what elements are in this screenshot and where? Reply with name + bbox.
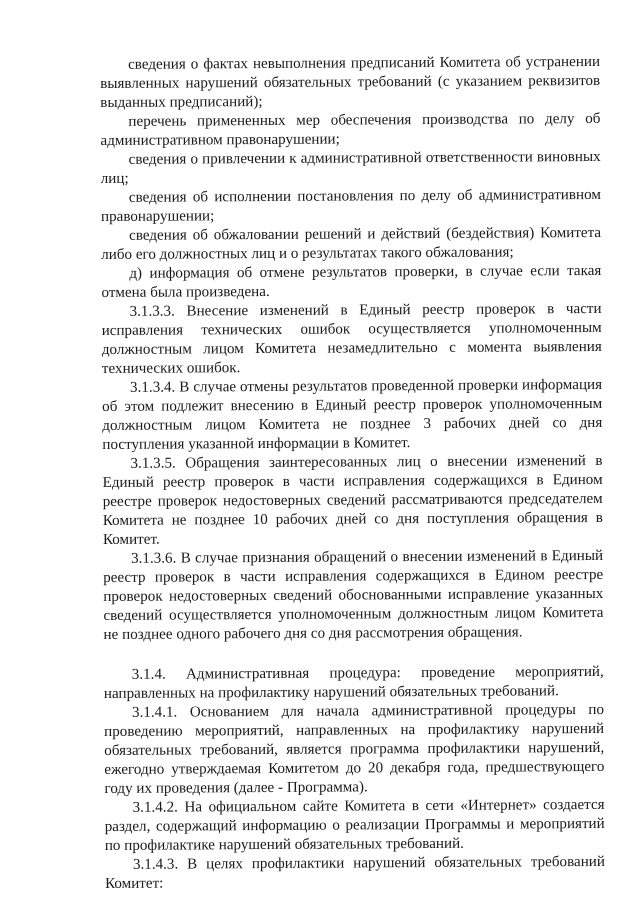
paragraph-3-1-4-3: 3.1.4.3. В целях профилактики нарушений обязательных требований Комитет: [105, 853, 605, 892]
paragraph-administrative-liability: сведения о привлечении к административной ответственности виновных лиц; [100, 148, 601, 187]
document-page [100, 53, 605, 894]
paragraph-enforcement-measures: перечень примененных мер обеспечения производства по делу об административном правонарушении; [100, 110, 601, 149]
paragraph-3-1-4-1: 3.1.4.1. Основанием для начала административной процедуры по проведению мероприятий, направленных на профилактику нарушений обязательных требований, является программа профилактики нарушений, ежегодно утверждаемая Комитетом до 20 декабря года, предшествующего году их проведения (далее - Программа). [104, 701, 605, 797]
paragraph-3-1-3-6: 3.1.3.6. В случае признания обращений о внесении изменений в Единый реестр проверок в части исправления содержащихся в Едином реестре проверок недостоверных сведений обоснованными исправление указанных сведений осуществляется уполномоченным должностным лицом Комитета не позднее одного рабочего дня со дня рассмотрения обращения. [103, 547, 604, 643]
paragraph-3-1-3-4: 3.1.3.4. В случае отмены результатов проведенной проверки информация об этом подлежит внесению в Единый реестр проверок уполномоченным должностным лицом Комитета не позднее 3 рабочих дней со дня поступления указанной информации в Комитет. [102, 376, 603, 453]
paragraph-inspection-cancellation: д) информация об отмене результатов проверки, в случае если такая отмена была произведена. [101, 262, 602, 301]
paragraph-violations-info: сведения о фактах невыполнения предписаний Комитета об устранении выявленных нарушений обязательных требований (с указанием реквизитов выданных предписаний); [100, 53, 601, 111]
paragraph-3-1-4: 3.1.4. Административная процедура: проведение мероприятий, направленных на профилактику нарушений обязательных требований. [103, 663, 604, 702]
paragraph-3-1-3-5: 3.1.3.5. Обращения заинтересованных лиц о внесении изменений в Единый реестр проверок в части исправления содержащихся в Едином реестре проверок недостоверных сведений рассматриваются председателем Комитета не позднее 10 рабочих дней со дня поступления обращения в Комитет. [102, 452, 603, 548]
paragraph-appeals: сведения об обжаловании решений и действий (бездействия) Комитета либо его должностных лиц и о результатах такого обжалования; [101, 224, 602, 263]
paragraph-3-1-4-2: 3.1.4.2. На официальном сайте Комитета в сети «Интернет» создается раздел, содержащий информацию о реализации Программы и мероприятий по профилактике нарушений обязательных требований. [104, 796, 605, 854]
paragraph-3-1-3-3: 3.1.3.3. Внесение изменений в Единый реестр проверок в части исправления технических ошибок осуществляется уполномоченным должностным лицом Комитета незамедлительно с момента выявления технических ошибок. [101, 300, 602, 377]
paragraph-resolution-execution: сведения об исполнении постановления по делу об административном правонарушении; [100, 186, 601, 225]
